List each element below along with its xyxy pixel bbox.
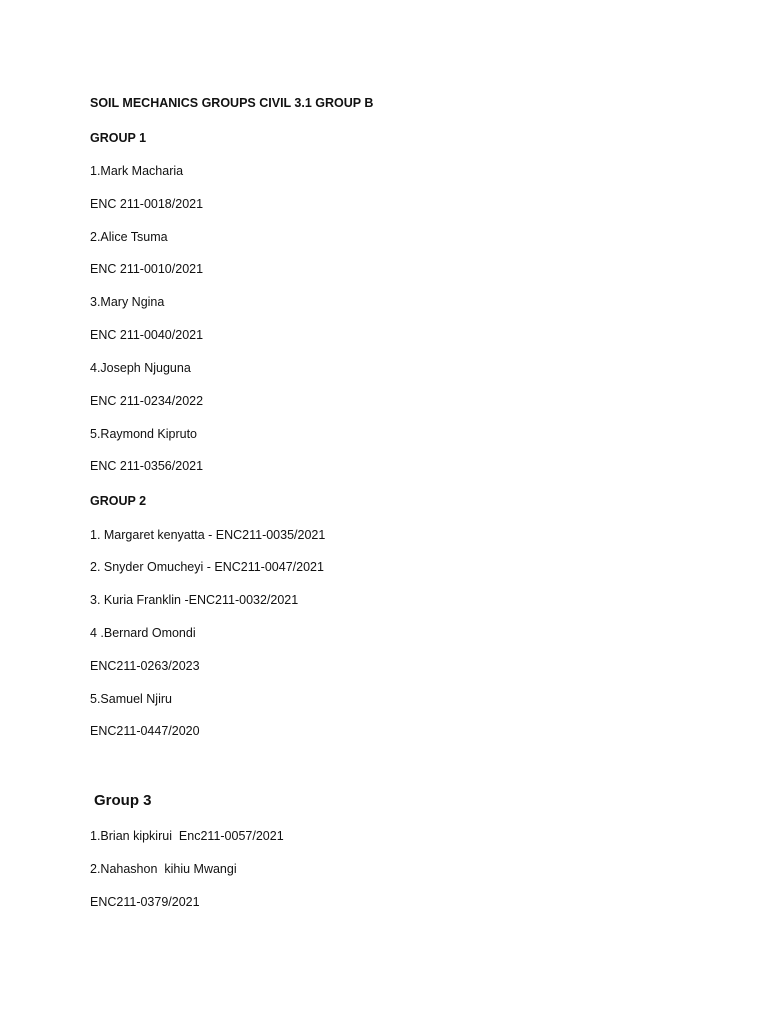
document-title: SOIL MECHANICS GROUPS CIVIL 3.1 GROUP B xyxy=(90,96,374,110)
group-1-line: 3.Mary Ngina xyxy=(90,295,165,309)
group-2-heading: GROUP 2 xyxy=(90,494,147,508)
group-2-line: ENC211-0447/2020 xyxy=(90,724,200,738)
group-1-line: ENC 211-0040/2021 xyxy=(90,328,204,342)
group-2-line: 3. Kuria Franklin -ENC211-0032/2021 xyxy=(90,593,299,607)
group-1-line: ENC 211-0018/2021 xyxy=(90,197,204,211)
group-3-line: 1.Brian kipkirui Enc211-0057/2021 xyxy=(90,829,284,843)
group-3-line: 2.Nahashon kihiu Mwangi xyxy=(90,862,237,876)
group-3-line: ENC211-0379/2021 xyxy=(90,895,200,909)
group-1-line: 4.Joseph Njuguna xyxy=(90,361,191,375)
group-1-line: ENC 211-0234/2022 xyxy=(90,394,204,408)
group-1-line: ENC 211-0356/2021 xyxy=(90,459,204,473)
group-2-line: ENC211-0263/2023 xyxy=(90,659,200,673)
group-3-heading: Group 3 xyxy=(94,792,152,809)
group-1-line: 5.Raymond Kipruto xyxy=(90,427,198,441)
group-2-line: 4 .Bernard Omondi xyxy=(90,626,196,640)
group-1-line: ENC 211-0010/2021 xyxy=(90,262,204,276)
group-2-line: 2. Snyder Omucheyi - ENC211-0047/2021 xyxy=(90,560,324,574)
group-1-line: 2.Alice Tsuma xyxy=(90,230,168,244)
group-2-line: 1. Margaret kenyatta - ENC211-0035/2021 xyxy=(90,528,326,542)
group-1-line: 1.Mark Macharia xyxy=(90,164,184,178)
group-1-heading: GROUP 1 xyxy=(90,131,147,145)
group-2-line: 5.Samuel Njiru xyxy=(90,692,172,706)
